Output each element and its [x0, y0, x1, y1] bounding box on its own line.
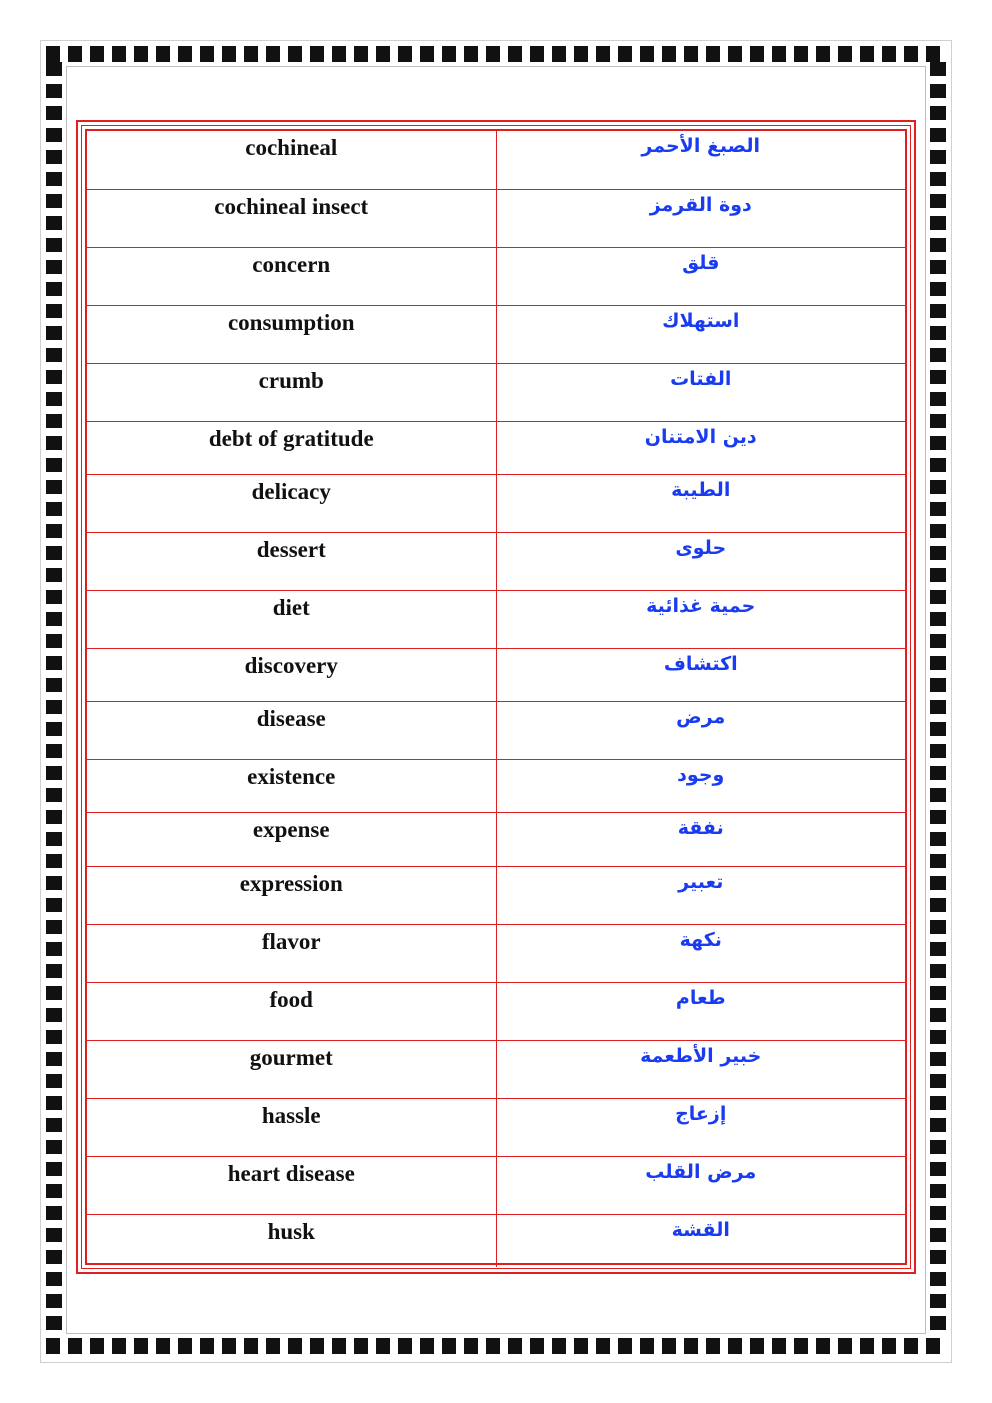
arabic-translation-text: القشة [671, 1218, 730, 1241]
arabic-translation-text: نفقة [677, 816, 724, 839]
table-row [87, 1098, 905, 1156]
arabic-translation [496, 247, 905, 305]
arabic-translation [496, 1040, 905, 1098]
english-word-text: expression [239, 870, 343, 896]
english-word-text: debt of gratitude [208, 425, 374, 451]
english-word-text: discovery [244, 652, 338, 678]
decorative-border-left [46, 62, 62, 1338]
arabic-translation [496, 532, 905, 590]
arabic-translation [496, 590, 905, 648]
table-border-inner [85, 129, 907, 1265]
table-row [87, 1214, 905, 1267]
english-word-text: food [269, 986, 313, 1012]
english-word-text: consumption [227, 309, 355, 335]
arabic-translation [496, 1098, 905, 1156]
english-word-text: disease [256, 705, 326, 731]
table-row [87, 247, 905, 305]
arabic-translation-text: دين الامتنان [644, 425, 757, 448]
english-word [87, 131, 496, 189]
arabic-translation-text: اكتشاف [663, 652, 738, 675]
english-word [87, 759, 496, 812]
english-word [87, 532, 496, 590]
arabic-translation-text: حمية غذائية [646, 594, 756, 617]
arabic-translation-text: استهلاك [662, 309, 740, 332]
english-word [87, 305, 496, 363]
english-word [87, 701, 496, 759]
table-row [87, 305, 905, 363]
english-word [87, 474, 496, 532]
arabic-translation [496, 812, 905, 866]
table-row [87, 1040, 905, 1098]
arabic-translation-text: نكهة [679, 928, 722, 951]
english-word [87, 421, 496, 474]
arabic-translation-text: تعبير [678, 870, 724, 893]
arabic-translation-text: طعام [675, 986, 726, 1009]
english-word-text: delicacy [251, 478, 331, 504]
arabic-translation [496, 866, 905, 924]
english-word [87, 982, 496, 1040]
arabic-translation-text: حلوى [675, 536, 727, 559]
english-word-text: flavor [261, 928, 321, 954]
english-word-text: husk [267, 1218, 315, 1244]
english-word-text: crumb [258, 367, 324, 393]
table-row [87, 421, 905, 474]
table-row [87, 590, 905, 648]
english-word [87, 363, 496, 421]
decorative-border-bottom [46, 1338, 946, 1354]
arabic-translation-text: الصبغ الأحمر [641, 135, 761, 157]
arabic-translation [496, 421, 905, 474]
english-word-text: gourmet [249, 1044, 333, 1070]
table-row [87, 648, 905, 701]
english-word [87, 1098, 496, 1156]
english-word [87, 1156, 496, 1214]
english-word [87, 1214, 496, 1267]
arabic-translation-text: خبير الأطعمة [640, 1044, 762, 1067]
english-word-text: heart disease [227, 1160, 355, 1186]
english-word [87, 648, 496, 701]
arabic-translation-text: مرض [676, 705, 726, 728]
arabic-translation-text: قلق [682, 251, 720, 274]
decorative-border-right [930, 62, 946, 1338]
arabic-translation-text: إزعاج [675, 1102, 727, 1125]
english-word [87, 1040, 496, 1098]
arabic-translation-text: دوة القرمز [649, 193, 752, 216]
english-word [87, 590, 496, 648]
arabic-translation [496, 701, 905, 759]
table-row [87, 189, 905, 247]
table-row [87, 812, 905, 866]
decorative-border-top [46, 46, 946, 62]
arabic-translation [496, 648, 905, 701]
table-row [87, 131, 905, 189]
table-border-middle [81, 125, 911, 1269]
arabic-translation-text: وجود [677, 763, 725, 786]
arabic-translation [496, 189, 905, 247]
table-row [87, 866, 905, 924]
english-word [87, 812, 496, 866]
arabic-translation [496, 305, 905, 363]
arabic-translation-text: الطيبة [671, 478, 731, 501]
table-row [87, 363, 905, 421]
table-row [87, 1156, 905, 1214]
arabic-translation [496, 759, 905, 812]
table-row [87, 701, 905, 759]
table-row [87, 532, 905, 590]
table-row [87, 759, 905, 812]
english-word-text: existence [247, 763, 336, 789]
vocabulary-table [87, 131, 905, 1267]
english-word-text: cochineal insect [214, 193, 369, 219]
english-word [87, 189, 496, 247]
english-word-text: expense [252, 816, 330, 842]
english-word [87, 247, 496, 305]
english-word [87, 866, 496, 924]
arabic-translation [496, 1156, 905, 1214]
arabic-translation [496, 924, 905, 982]
english-word-text: hassle [261, 1102, 321, 1128]
arabic-translation [496, 1214, 905, 1267]
english-word-text: concern [252, 251, 331, 277]
table-row [87, 474, 905, 532]
arabic-translation-text: الفتات [670, 367, 732, 390]
arabic-translation [496, 474, 905, 532]
english-word-text: diet [272, 594, 310, 620]
arabic-translation-text: مرض القلب [645, 1160, 757, 1183]
english-word-text: cochineal [245, 135, 338, 160]
arabic-translation [496, 982, 905, 1040]
arabic-translation [496, 363, 905, 421]
table-row [87, 982, 905, 1040]
arabic-translation [496, 131, 905, 189]
table-border-outer [76, 120, 916, 1274]
table-row [87, 924, 905, 982]
english-word-text: dessert [256, 536, 326, 562]
english-word [87, 924, 496, 982]
